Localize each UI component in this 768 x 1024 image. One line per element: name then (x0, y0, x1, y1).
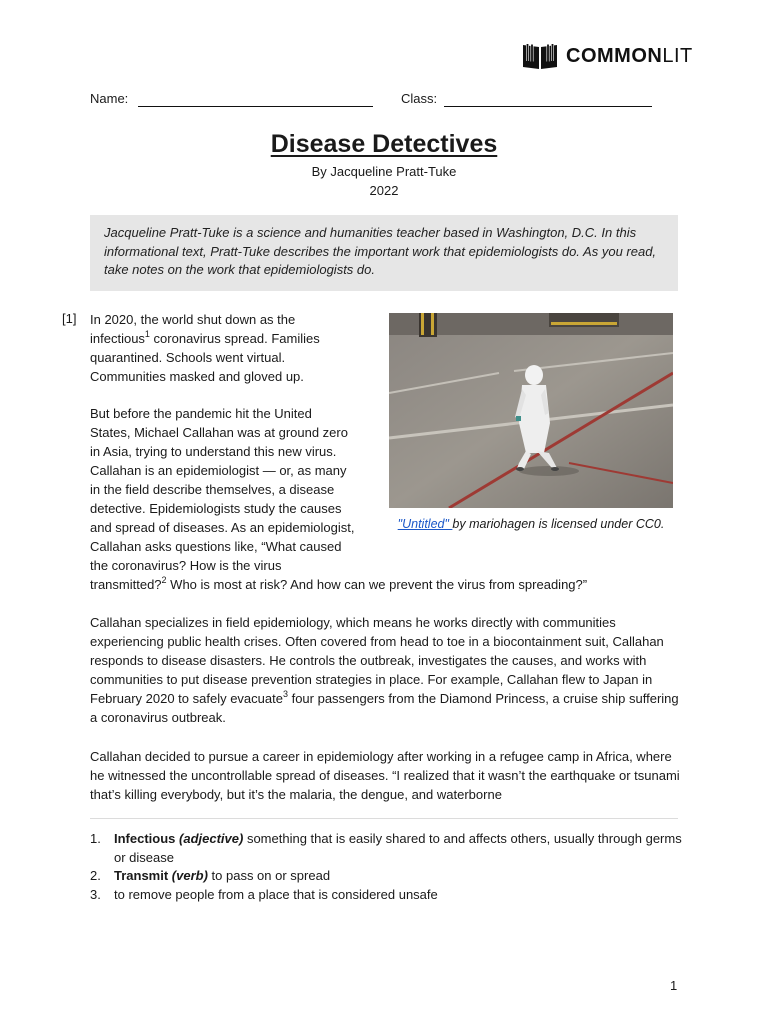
name-label: Name: (90, 91, 129, 106)
author-byline: By Jacqueline Pratt-Tuke (311, 164, 457, 179)
paragraph-2: But before the pandemic hit the United States, Michael Callahan was at ground zero in Asia, trying to understand this new virus. Callahan is an epidemiologist — or, as many in the field describe themselves, a disease detective. Epidemiologists study the causes and spread of diseases. As an epidemiologist, Callahan asks questions like, “What caused the coronavirus? How is the virus transmitted?$^2$ Who is most at risk? And how can we prevent the virus from spreading?” (90, 406, 588, 592)
page-title: Disease Detectives (270, 130, 498, 158)
class-label: Class: (401, 91, 438, 106)
paragraph-3: Callahan specializes in field epidemiology, which means he works directly with communities experiencing public health crises. Often covered from head to toe in a biocontainment suit, Callahan responds to disease disasters. He controls the outbreak, investigates the causes, and works with communities to put disease prevention strategies in place. For example, Callahan flew to Japan in February 2020 to safely evacuate$^3$ four passengers from the Diamond Princess, a cruise ship suffering a coronavirus outbreak. (90, 615, 679, 725)
photo-caption: "Untitled" by mariohagen is licensed under CC0. (397, 517, 665, 531)
open-book-icon (522, 42, 558, 70)
intro-box: Jacqueline Pratt-Tuke is a science and humanities teacher based in Washington, D.C. In this informational text, Pratt-Tuke describes the important work that epidemiologists do. As you read, take notes on the work that epidemiologists do. (90, 215, 678, 291)
footnote-divider (90, 818, 678, 819)
publication-year: 2022 (369, 183, 399, 198)
footnote-ref-3: 3 (282, 689, 288, 699)
brand-wordmark: COMMONLIT (566, 44, 693, 67)
paragraph-4: Callahan decided to pursue a career in epidemiology after working in a refugee camp in Africa, where he witnessed the uncontrollable spread of diseases. “I realized that it wasn’t the earthquake or tsunami that’s killing everybody, but it’s the malaria, the dengue, and waterborne (90, 749, 680, 802)
photo-link[interactable]: "Untitled" (397, 517, 453, 531)
name-field[interactable] (138, 106, 373, 107)
footnote-ref-1: 1 (144, 329, 150, 339)
footnote-ref-2: 2 (161, 575, 167, 585)
commonlit-logo (522, 42, 693, 70)
paragraph-1: In 2020, the world shut down as the infectious$^1$ coronavirus spread. Families quarantined. Schools went virtual. Communities masked and gloved up. (90, 312, 320, 384)
photo-hazmat-worker (389, 313, 673, 508)
class-field[interactable] (444, 106, 652, 107)
paragraph-marker: [1] (62, 311, 77, 326)
page-number: 1 (670, 978, 678, 993)
